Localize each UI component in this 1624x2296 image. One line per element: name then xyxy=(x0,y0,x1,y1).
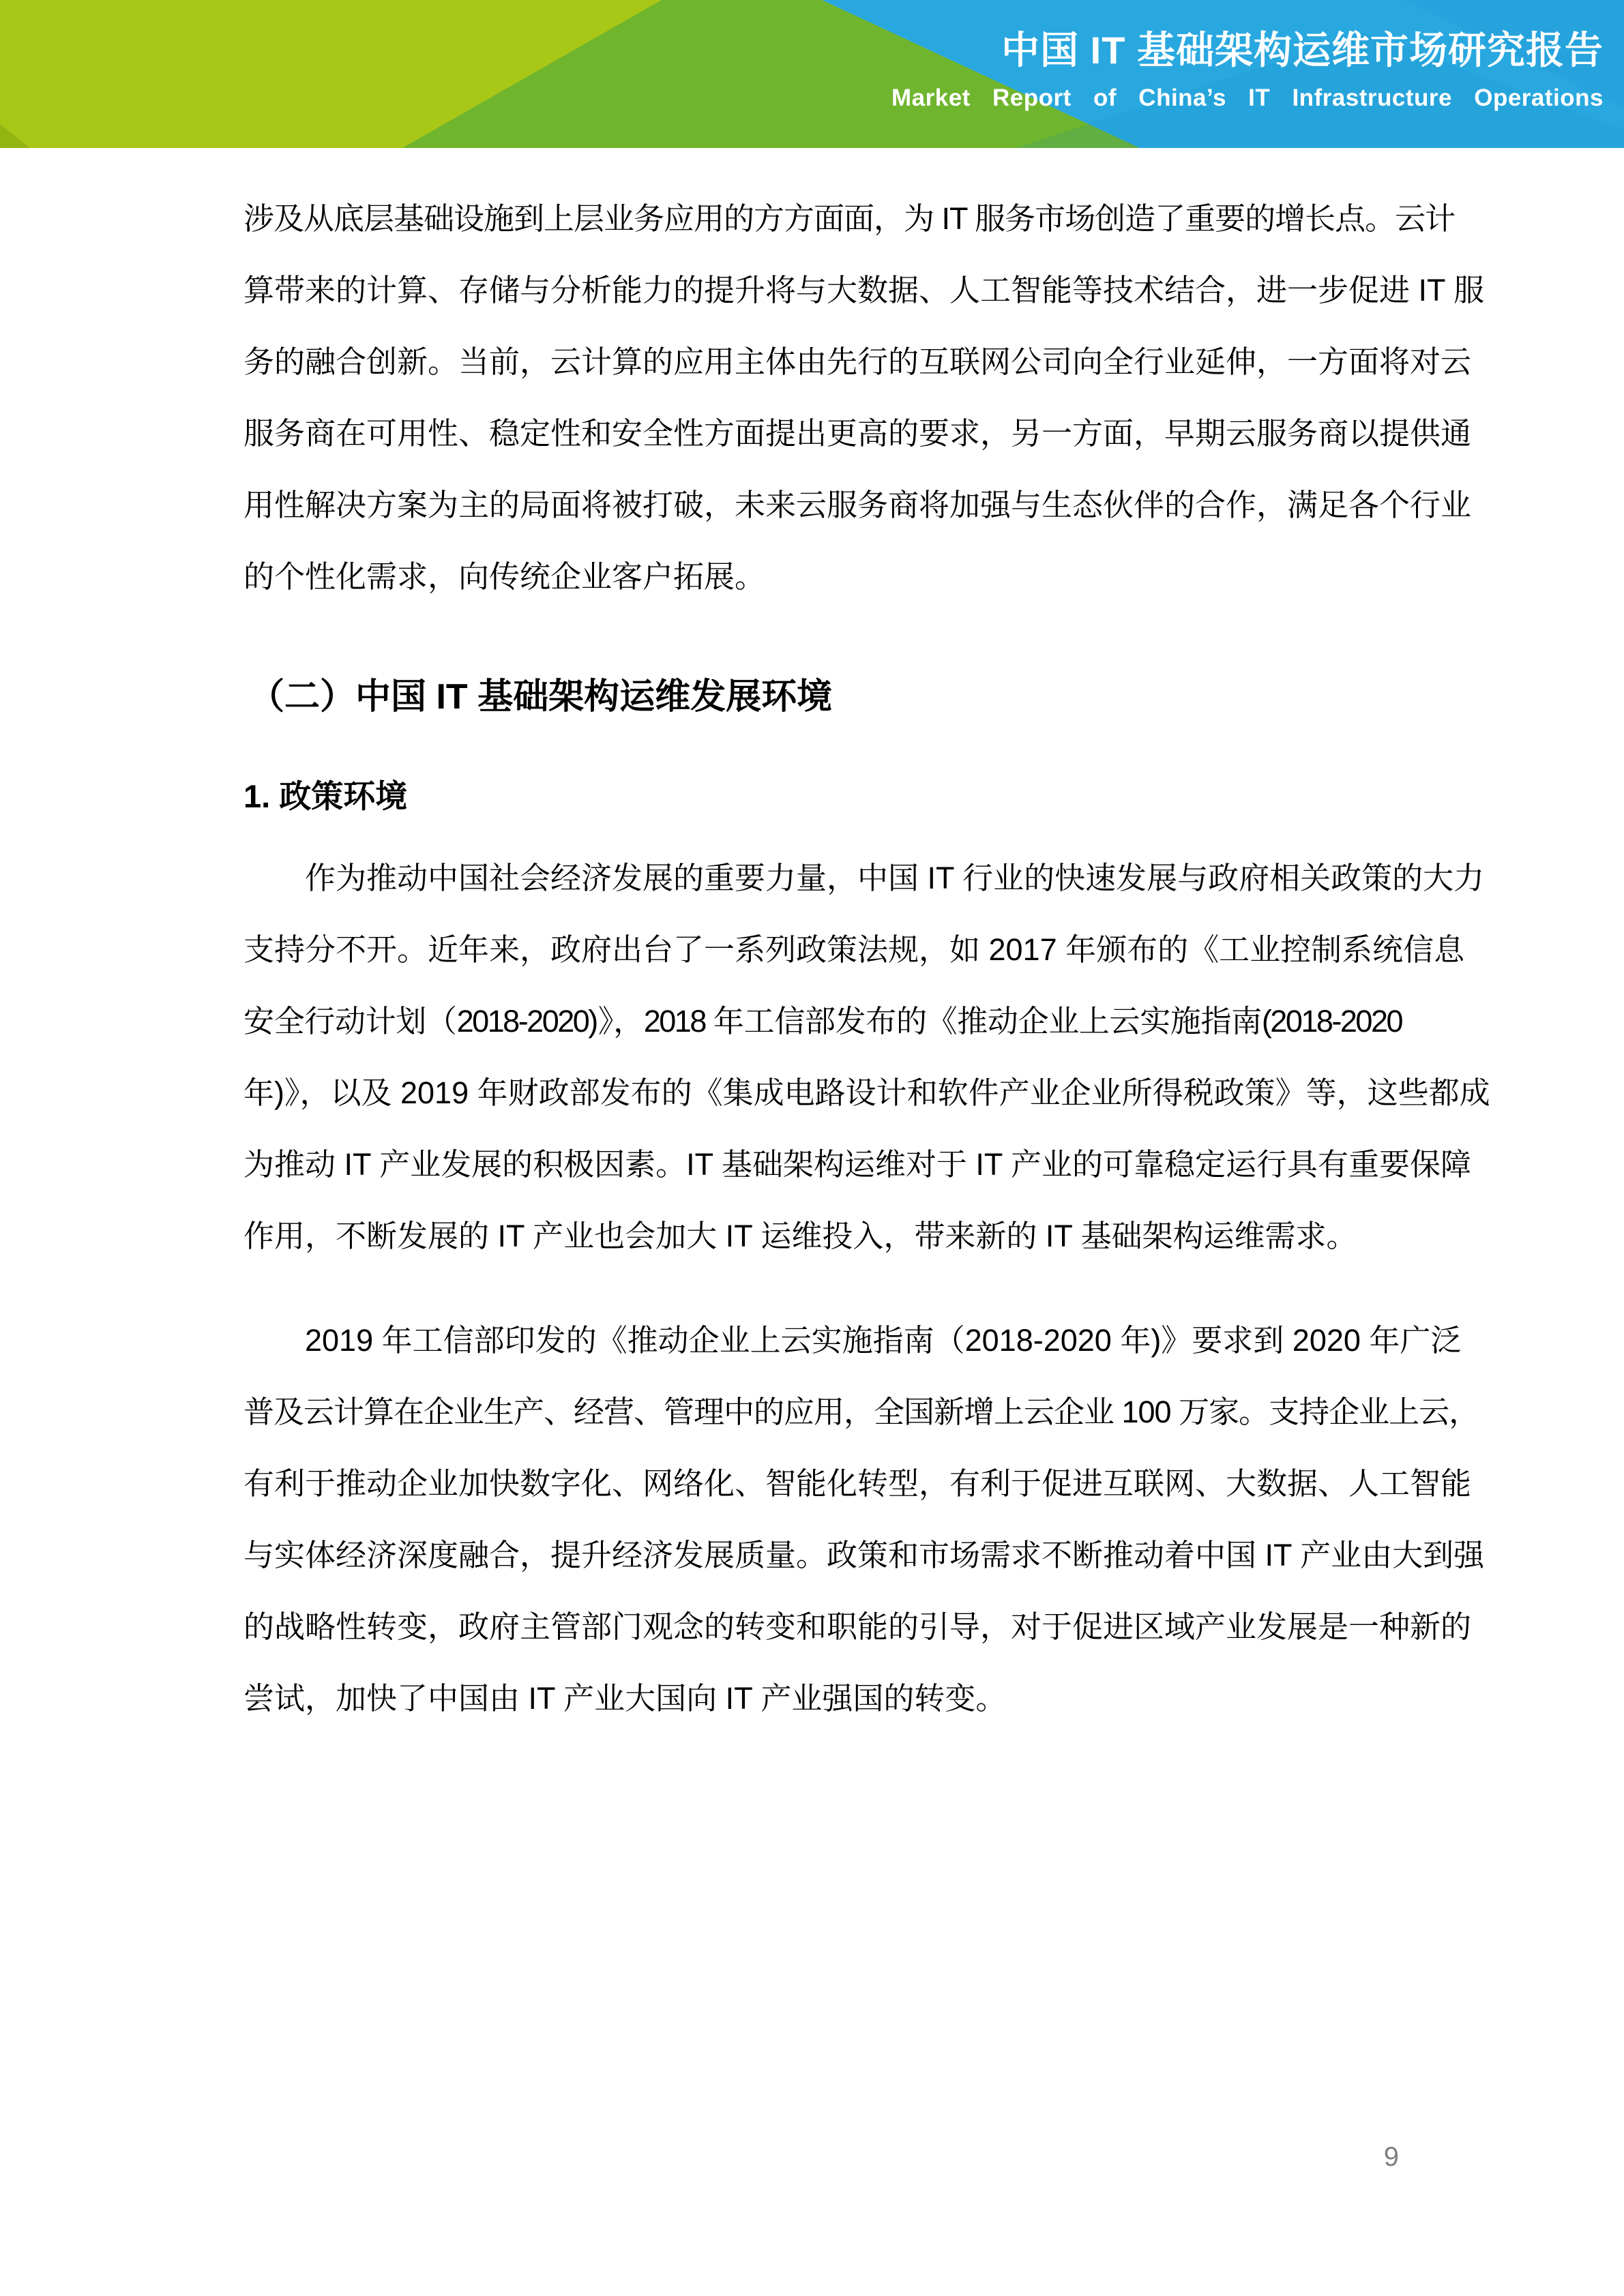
paragraph xyxy=(243,1304,1485,1734)
text-line: 服务商在可用性、稳定性和安全性方面提出更高的要求，另一方面，早期云服务商以提供通 xyxy=(243,416,1472,451)
paragraph xyxy=(243,842,1490,1272)
text-line: 2019 年工信部印发的《推动企业上云实施指南（2018-2020 年)》要求到 2020 年广泛 xyxy=(305,1323,1462,1358)
text-line: 作为推动中国社会经济发展的重要力量，中国 IT 行业的快速发展与政府相关政策的大力 xyxy=(305,861,1485,895)
text-line: 尝试，加快了中国由 IT 产业大国向 IT 产业强国的转变。 xyxy=(243,1681,1007,1716)
text-line: 涉及从底层基础设施到上层业务应用的方方面面，为 IT 服务市场创造了重要的增长点。云计 xyxy=(243,201,1456,236)
report-title-zh: 中国 IT 基础架构运维市场研究报告 xyxy=(1001,29,1604,72)
paragraph xyxy=(243,183,1485,612)
text-line: 普及云计算在企业生产、经营、管理中的应用，全国新增上云企业 100 万家。支持企业上云， xyxy=(243,1395,1479,1429)
header-banner xyxy=(0,0,1624,148)
section-heading: （二）中国 IT 基础架构运维发展环境 xyxy=(249,677,833,717)
text-line: 务的融合创新。当前，云计算的应用主体由先行的互联网公司向全行业延伸，一方面将对云 xyxy=(243,344,1472,379)
subsection-heading: 1. 政策环境 xyxy=(243,778,408,814)
text-line: 安全行动计划（2018-2020)》，2018 年工信部发布的《推动企业上云实施指南(2018-2020 xyxy=(243,1004,1402,1039)
text-line: 有利于推动企业加快数字化、网络化、智能化转型，有利于促进互联网、大数据、人工智能 xyxy=(243,1466,1472,1501)
text-line: 作用，不断发展的 IT 产业也会加大 IT 运维投入，带来新的 IT 基础架构运维需求。 xyxy=(243,1219,1357,1253)
text-line: 与实体经济深度融合，提升经济发展质量。政策和市场需求不断推动着中国 IT 产业由大到强 xyxy=(243,1538,1485,1572)
text-line: 年)》，以及 2019 年财政部发布的《集成电路设计和软件产业企业所得税政策》等，这些都成 xyxy=(243,1075,1490,1110)
text-line: 支持分不开。近年来，政府出台了一系列政策法规，如 2017 年颁布的《工业控制系统信息 xyxy=(243,932,1465,967)
text-line: 用性解决方案为主的局面将被打破，未来云服务商将加强与生态伙伴的合作，满足各个行业 xyxy=(243,488,1472,522)
text-line: 为推动 IT 产业发展的积极因素。IT 基础架构运维对于 IT 产业的可靠稳定运行具有重要保障 xyxy=(243,1147,1472,1182)
text-line: 算带来的计算、存储与分析能力的提升将与大数据、人工智能等技术结合，进一步促进 IT 服 xyxy=(243,273,1485,308)
banner-graphic xyxy=(0,0,1624,148)
report-title-en: Market Report of China’s IT Infrastructure Operations xyxy=(891,85,1604,111)
page-number: 9 xyxy=(1383,2142,1399,2172)
text-line: 的个性化需求，向传统企业客户拓展。 xyxy=(243,559,766,594)
document-body xyxy=(243,148,1490,1734)
text-line: 的战略性转变，政府主管部门观念的转变和职能的引导，对于促进区域产业发展是一种新的 xyxy=(243,1609,1472,1644)
